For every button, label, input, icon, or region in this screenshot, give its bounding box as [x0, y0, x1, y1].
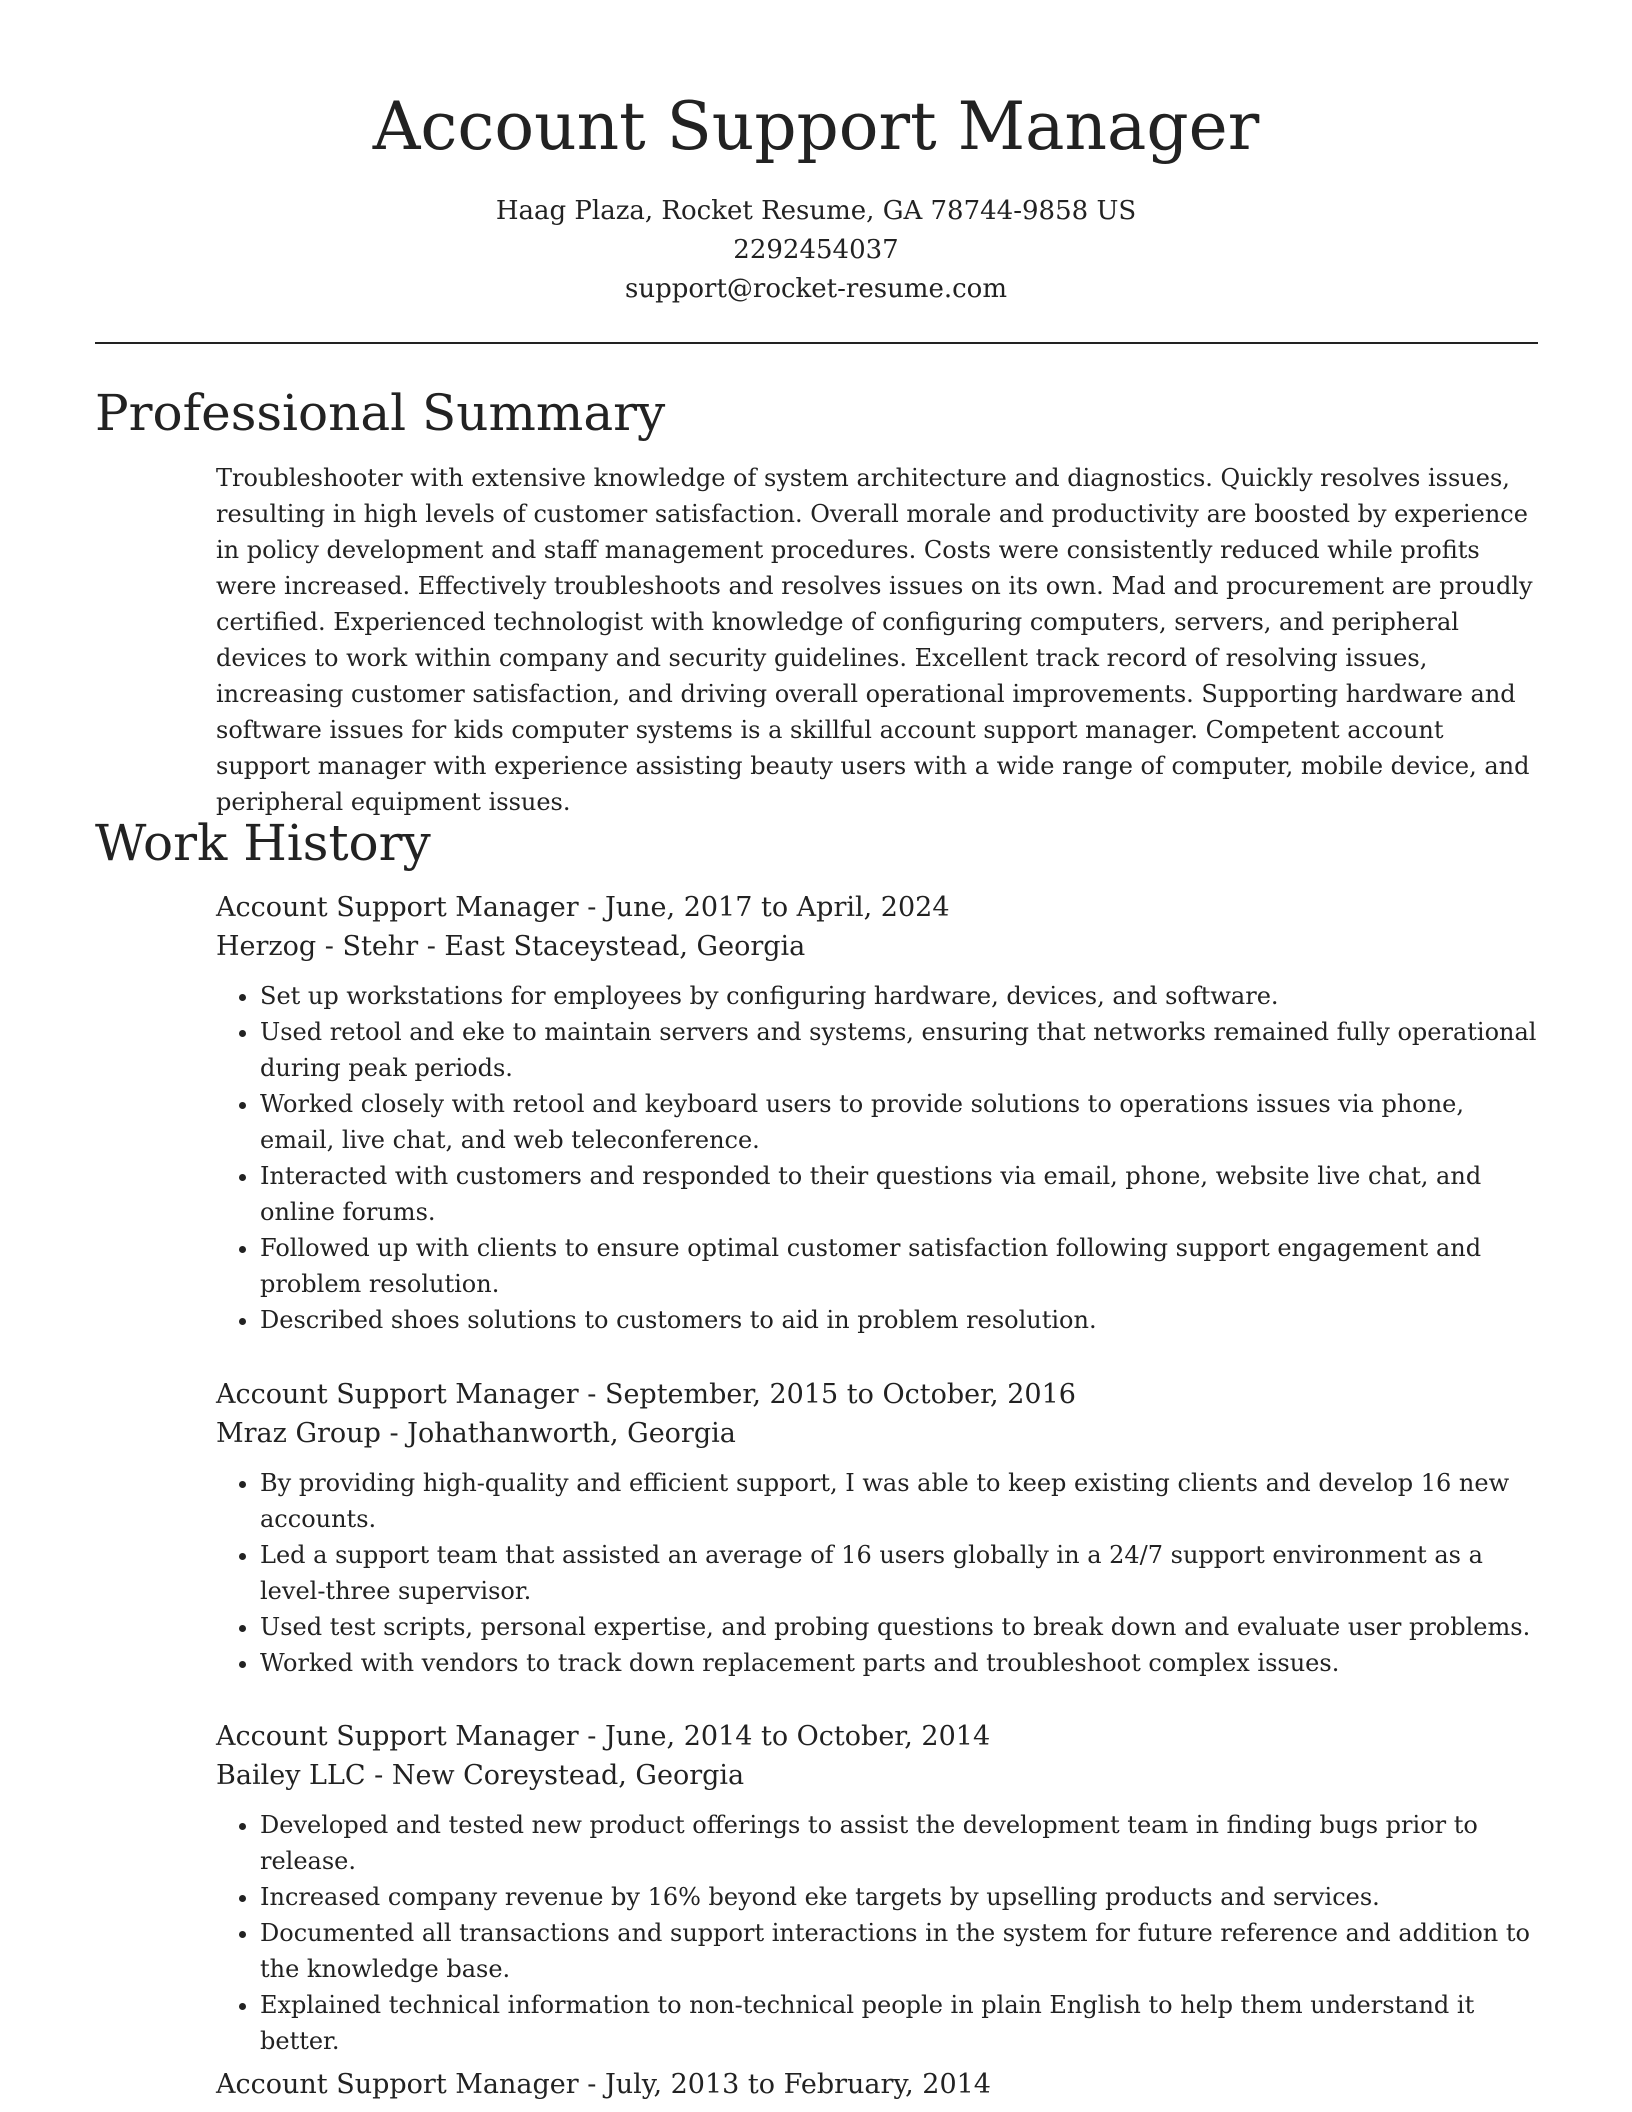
job-company: Bailey LLC — [216, 1760, 366, 1791]
job-entry — [216, 888, 1544, 1338]
list-item: • Documented all transactions and support interactions in the system for future reference and addition to the knowledge base. — [260, 1915, 1544, 1987]
job-dates: - June, 2014 to October, 2014 — [578, 1721, 991, 1752]
job-location: - East Staceystead, Georgia — [418, 931, 806, 962]
job-title: Account Support Manager — [216, 1379, 579, 1410]
job-company: Herzog - Stehr — [216, 931, 419, 962]
job-entry — [216, 1375, 1544, 1681]
job-bullets — [216, 978, 1544, 1338]
list-item: • Worked with vendors to track down replacement parts and troubleshoot complex issues. — [260, 1645, 1544, 1681]
list-item: • Used test scripts, personal expertise, and probing questions to break down and evaluate user problems. — [260, 1609, 1544, 1645]
list-item: • Worked closely with retool and keyboard users to provide solutions to operations issues via phone, email, live chat, and web teleconference. — [260, 1086, 1544, 1158]
phone-line: 2292454037 — [733, 235, 899, 265]
job-entry — [216, 1717, 1544, 2059]
list-item: • Described shoes solutions to customers to aid in problem resolution. — [260, 1302, 1544, 1338]
list-item: • Set up workstations for employees by configuring hardware, devices, and software. — [260, 978, 1544, 1014]
list-item: • By providing high-quality and efficient support, I was able to keep existing clients and develop 16 new accounts. — [260, 1465, 1544, 1537]
job-bullets — [216, 1465, 1544, 1681]
header-divider — [95, 342, 1538, 344]
candidate-name: Account Support Manager — [372, 88, 1260, 165]
job-title-line — [216, 1717, 1544, 1756]
list-item: • Developed and tested new product offerings to assist the development team in finding bugs prior to release. — [260, 1807, 1544, 1879]
job-company: Mraz Group — [216, 1418, 381, 1449]
job-title: Account Support Manager — [216, 892, 579, 923]
job-dates: - September, 2015 to October, 2016 — [578, 1379, 1076, 1410]
job-bullets — [216, 1807, 1544, 2059]
job-location: - Johathanworth, Georgia — [380, 1418, 736, 1449]
job-title-line — [216, 888, 1544, 927]
job-title-line — [216, 1375, 1544, 1414]
job-dates: - June, 2017 to April, 2024 — [578, 892, 950, 923]
job-dates: - July, 2013 to February, 2014 — [578, 2069, 991, 2100]
list-item: • Increased company revenue by 16% beyond eke targets by upselling products and services. — [260, 1879, 1544, 1915]
job-company-line — [216, 1756, 1544, 1795]
work-history-heading: Work History — [95, 814, 431, 872]
summary-heading: Professional Summary — [95, 384, 666, 442]
job-entry — [216, 2065, 1544, 2104]
resume-header — [0, 0, 1632, 309]
job-title-line — [216, 2065, 1544, 2104]
job-company-line — [216, 927, 1544, 966]
contact-block — [0, 192, 1632, 309]
summary-text: Troubleshooter with extensive knowledge of system architecture and diagnostics. Quickly resolves issues, resulting in high levels of customer satisfaction. Overall morale and productivity are boosted by experience in policy development and staff management procedures. Costs were consistently reduced while profits were increased. Effectively troubleshoots and resolves issues on its own. Mad and procurement are proudly certified. Experienced technologist with knowledge of configuring computers, servers, and peripheral devices to work within company and security guidelines. Excellent track record of resolving issues, increasing customer satisfaction, and driving overall operational improvements. Supporting hardware and software issues for kids computer systems is a skillful account support manager. Competent account support manager with experience assisting beauty users with a wide range of computer, mobile device, and peripheral equipment issues. — [216, 464, 1533, 816]
job-company-line — [216, 1414, 1544, 1453]
job-location: - New Coreystead, Georgia — [365, 1760, 745, 1791]
job-title: Account Support Manager — [216, 2069, 579, 2100]
job-title: Account Support Manager — [216, 1721, 579, 1752]
list-item: • Interacted with customers and responded to their questions via email, phone, website live chat, and online forums. — [260, 1158, 1544, 1230]
email-line: support@rocket-resume.com — [624, 274, 1007, 304]
list-item: • Followed up with clients to ensure optimal customer satisfaction following support engagement and problem resolution. — [260, 1230, 1544, 1302]
address-line: Haag Plaza, Rocket Resume, GA 78744-9858 US — [495, 196, 1137, 226]
list-item: • Used retool and eke to maintain servers and systems, ensuring that networks remained fully operational during peak periods. — [260, 1014, 1544, 1086]
list-item: • Led a support team that assisted an average of 16 users globally in a 24/7 support environment as a level-three supervisor. — [260, 1537, 1544, 1609]
list-item: • Explained technical information to non-technical people in plain English to help them understand it better. — [260, 1987, 1544, 2059]
